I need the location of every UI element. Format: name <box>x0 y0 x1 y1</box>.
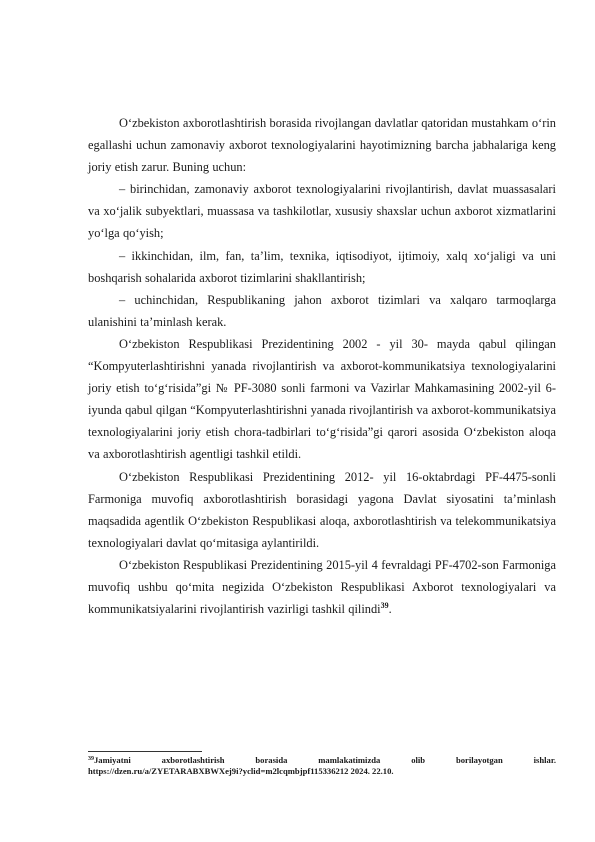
paragraph-decree-2015 <box>88 554 556 620</box>
paragraph-decree-2012: O‘zbekiston Respublikasi Prezidentining 2012- yil 16-oktabrdagi PF-4475-sonli Farmoniga muvofiq axborotlashtirish borasidagi yagona Davlat siyosatini ta’minlash maqsadida agentlik O‘zbekiston Respublikasi aloqa, axborotlashtirish va telekommunikatsiya texnologiyalari davlat qo‘mitasiga aylantirildi. <box>88 469 556 550</box>
paragraph-decree-2002: O‘zbekiston Respublikasi Prezidentining 2002 - yil 30- mayda qabul qilingan “Kompyuterlashtirishni yanada rivojlantirish va axborot-kommunikatsiya texnologiyalarini joriy etish to‘g‘risida”gi № PF-3080 sonli farmoni va Vazirlar Mahkamasining 2002-yil 6-iyunda qabul qilgan “Kompyuterlashtirishni yanada rivojlantirish va axborot-kommunikatsiya texnologiyalarini joriy etish chora-tadbirlari to‘g‘risida”gi qarori asosida O‘zbekiston aloqa va axborotlashtirish agentligi tashkil etildi. <box>88 336 556 462</box>
paragraph-decree-2015-text: O‘zbekiston Respublikasi Prezidentining 2015-yil 4 fevraldagi PF-4702-son Farmoniga muvofiq ushbu qo‘mita negizida O‘zbekiston Respublikasi Axborot texnologiyalari va kommunikatsiyalarini rivojlantirish vazirligi tashkil qilindi <box>88 557 556 617</box>
footnote-number: 39 <box>88 756 94 762</box>
body-text <box>88 112 556 620</box>
footnote <box>88 754 556 777</box>
paragraph-point-third: – uchinchidan, Respublikaning jahon axborot tizimlari va xalqaro tarmoqlarga ulanishini ta’minlash kerak. <box>88 292 556 329</box>
footnote-reference[interactable]: 39 <box>380 601 389 611</box>
paragraph-end-punctuation: . <box>388 602 392 617</box>
paragraph-point-second: – ikkinchidan, ilm, fan, ta’lim, texnika, iqtisodiyot, ijtimoiy, xalq xo‘jaligi va uni boshqarish sohalarida axborot tizimlarini shakllantirish; <box>88 248 556 285</box>
footnote-text: Jamiyatni axborotlashtirish borasida mamlakatimizda olib borilayotgan ishlar. <box>94 755 556 765</box>
paragraph-point-first: – birinchidan, zamonaviy axborot texnologiyalarini rivojlantirish, davlat muassasalari va xo‘jalik subyektlari, muassasa va tashkilotlar, xususiy shaxslar uchun axborot xizmatlarini yo‘lga qo‘yish; <box>88 182 556 241</box>
footnote-source-link[interactable]: https://dzen.ru/a/ZYETARABXBWXej9i?yclid=m2lcqmbjpf115336212 2024. 22.10. <box>88 766 394 776</box>
footnote-divider <box>88 751 202 752</box>
paragraph-intro: O‘zbekiston axborotlashtirish borasida rivojlangan davlatlar qatoridan mustahkam o‘rin egallashi uchun zamonaviy axborot texnologiyalarini hayotimizning barcha jabhalariga keng joriy etish zarur. Buning uchun: <box>88 116 556 175</box>
footnote-title-line <box>88 754 556 766</box>
